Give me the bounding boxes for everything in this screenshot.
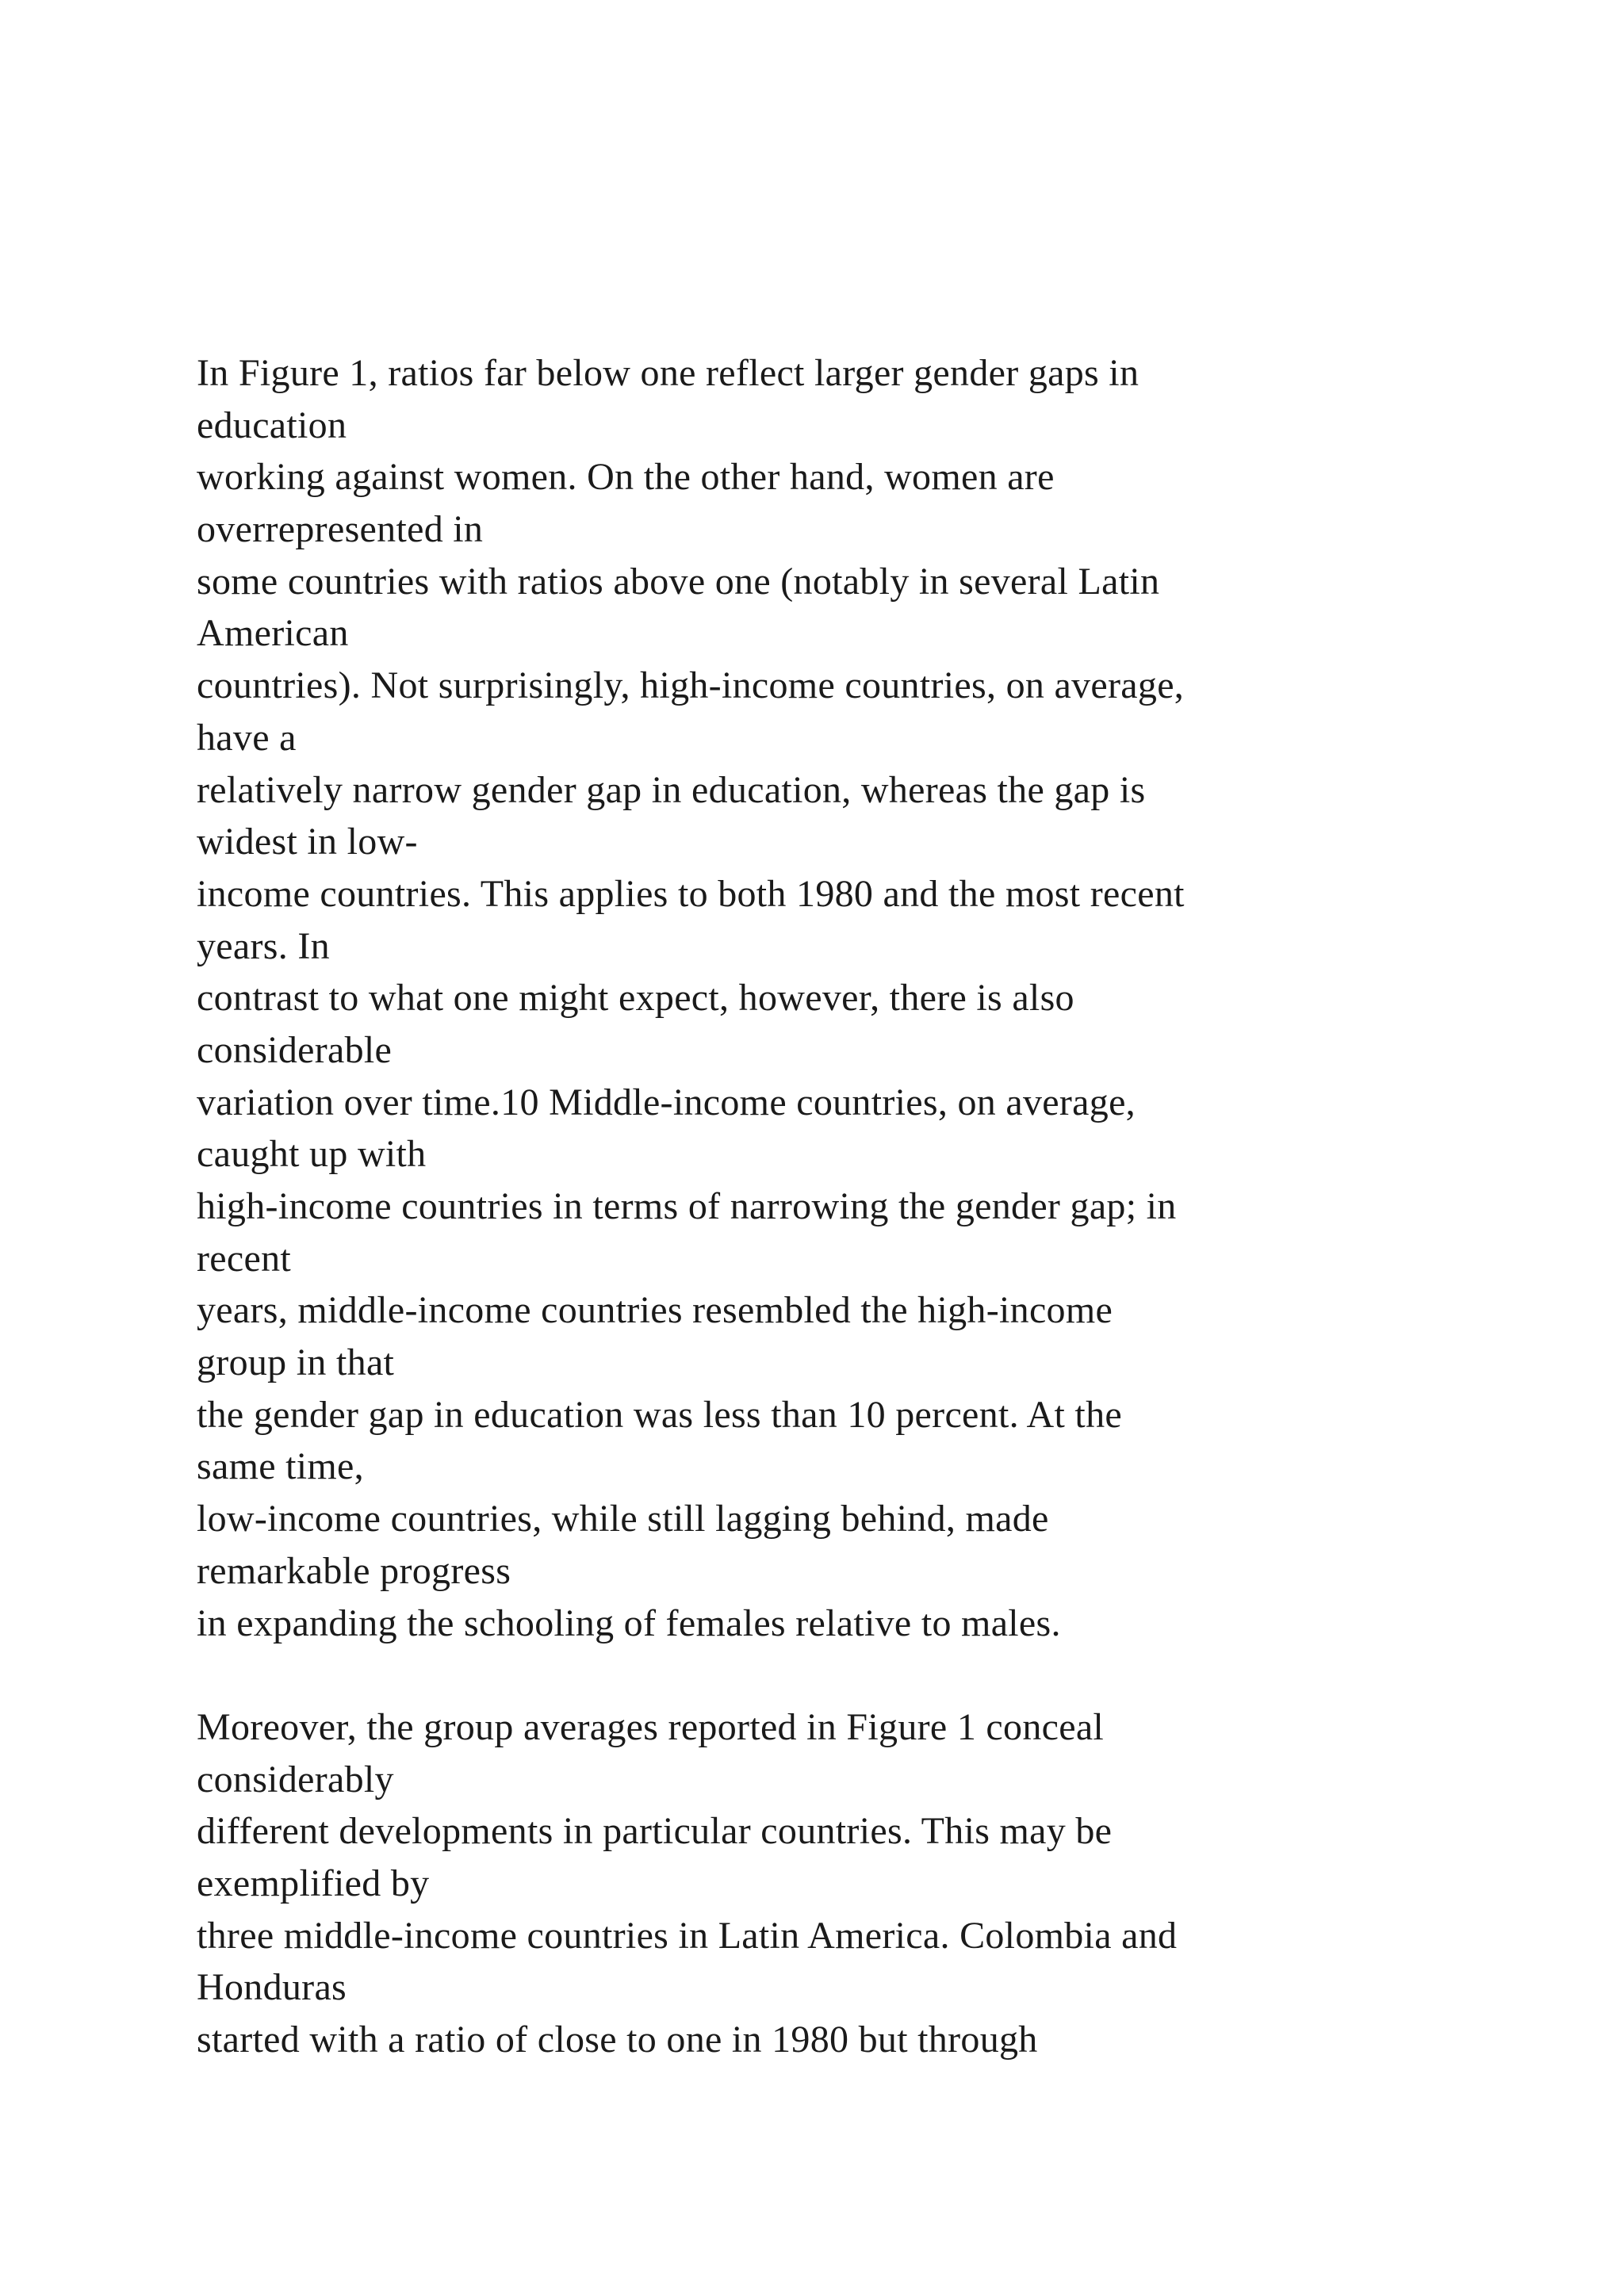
text-line: widest in low- — [197, 821, 418, 863]
text-line: working against women. On the other hand, women are — [197, 456, 1055, 499]
text-line: overrepresented in — [197, 508, 484, 551]
text-line: Moreover, the group averages reported in Figure 1 conceal — [197, 1705, 1105, 1748]
text-line: considerably — [197, 1758, 394, 1800]
text-line: same time, — [197, 1445, 364, 1488]
text-line: three middle-income countries in Latin America. Colombia and — [197, 1914, 1178, 1957]
text-line: caught up with — [197, 1133, 427, 1176]
text-line: high-income countries in terms of narrowing the gender gap; in — [197, 1185, 1177, 1227]
text-line: relatively narrow gender gap in education, whereas the gap is — [197, 768, 1146, 811]
text-line: exemplified by — [197, 1862, 430, 1904]
text-line: some countries with ratios above one (notably in several Latin — [197, 560, 1160, 603]
text-line: American — [197, 612, 349, 655]
text-line: recent — [197, 1237, 292, 1280]
text-line: years, middle-income countries resembled the high-income — [197, 1289, 1113, 1332]
text-line: income countries. This applies to both 1980 and the most recent — [197, 872, 1185, 915]
text-line: years. In — [197, 924, 330, 967]
body-text — [197, 347, 1561, 2066]
paragraph-spacer — [197, 1649, 1561, 1701]
text-line: different developments in particular countries. This may be — [197, 1810, 1113, 1853]
text-line: education — [197, 404, 347, 446]
text-line: group in that — [197, 1341, 395, 1384]
text-line: contrast to what one might expect, however, there is also — [197, 977, 1074, 1020]
text-line: started with a ratio of close to one in 1980 but through — [197, 2019, 1038, 2061]
text-line: variation over time.10 Middle-income countries, on average, — [197, 1081, 1136, 1123]
text-line: countries). Not surprisingly, high-income countries, on average, — [197, 664, 1185, 707]
text-line: low-income countries, while still lagging behind, made — [197, 1498, 1049, 1540]
text-line: in expanding the schooling of females relative to males. — [197, 1601, 1061, 1644]
paragraph-1 — [197, 347, 1561, 1649]
text-line: the gender gap in education was less than 10 percent. At the — [197, 1393, 1122, 1436]
paragraph-2 — [197, 1701, 1561, 2066]
text-line: Honduras — [197, 1966, 347, 2009]
text-line: considerable — [197, 1028, 393, 1071]
text-line: In Figure 1, ratios far below one reflect larger gender gaps in — [197, 352, 1139, 394]
text-line: have a — [197, 716, 297, 759]
text-line: remarkable progress — [197, 1549, 511, 1592]
